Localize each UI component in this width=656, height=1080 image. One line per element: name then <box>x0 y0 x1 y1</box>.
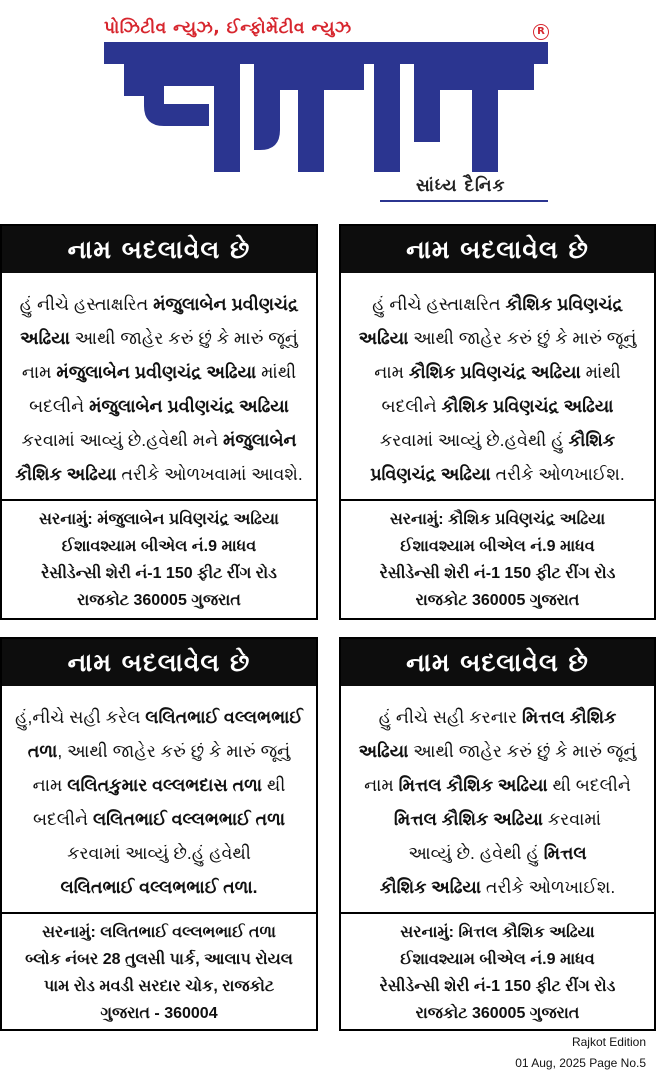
notice-body <box>2 686 316 912</box>
notice-text-segment: માંથી <box>580 362 621 382</box>
notice-text-segment: મિત્તલ કૌશિક અઢિયા <box>398 775 548 795</box>
notice-body-line <box>12 870 306 904</box>
name-change-notice <box>0 637 318 1031</box>
notice-body-line <box>351 457 644 491</box>
notice-body-line <box>351 287 644 321</box>
notice-body-line <box>351 321 644 355</box>
notice-body <box>341 686 654 912</box>
notice-text-segment: કૌશિક પ્રવિણચંદ્ર અઢિયા <box>441 396 614 416</box>
notice-text-segment: પ્રવિણચંદ્ર અઢિયા <box>370 464 491 484</box>
notice-text-segment: મંજુલાબેન પ્રવીણચંદ્ર અઢિયા <box>56 362 257 382</box>
notice-text-segment: કૌશિક અઢિયા <box>15 464 117 484</box>
address-line: રેસીડેન્સી શેરી નં-1 150 ફીટ રીંગ રોડ <box>41 565 277 582</box>
masthead-subtitle: સાંધ્ય દૈનિક <box>416 176 506 196</box>
notice-body-line <box>351 355 644 389</box>
notice-text-segment: આથી જાહેર કરું છું કે મારું જૂનું <box>408 741 637 761</box>
notice-body-line <box>12 321 306 355</box>
notice-text-segment: નામ <box>21 362 57 382</box>
notice-text-segment: કૌશિક <box>568 430 616 450</box>
notice-text-segment: થી બદલીને <box>547 775 631 795</box>
notice-text-segment: તરીકે ઓળખાઈશ. <box>481 877 616 897</box>
notice-text-segment: બદલીને <box>29 396 90 416</box>
address-line: રાજકોટ 360005 ગુજરાત <box>415 1005 580 1022</box>
notice-text-segment: , આથી જાહેર કરું છું કે મારું જૂનું <box>57 741 291 761</box>
address-line: સરનામું: મિત્તલ કૌશિક અઢિયા <box>400 924 595 941</box>
notice-text-segment: મંજુલાબેન પ્રવીણચંદ્ર અઢિયા <box>89 396 289 416</box>
notice-body-line <box>351 802 644 836</box>
notice-text-segment: મિત્તલ કૌશિક <box>521 707 617 727</box>
address-line: રાજકોટ 360005 ગુજરાત <box>415 592 580 609</box>
notice-text-segment: મંજુલાબેન પ્રવીણચંદ્ર <box>153 294 299 314</box>
notice-text-segment: નામ <box>374 362 409 382</box>
notice-text-segment: મિત્તલ કૌશિક અઢિયા <box>393 809 543 829</box>
notice-body <box>2 273 316 499</box>
address-line: સરનામું: કૌશિક પ્રવિણચંદ્ર અઢિયા <box>389 511 606 528</box>
name-change-notice <box>339 637 656 1031</box>
notice-text-segment: તળા <box>27 741 58 761</box>
notice-body-line <box>351 423 644 457</box>
address-line: ઈશાવશ્યામ બીએલ નં.9 માધવ <box>61 538 257 555</box>
notice-text-segment: કરવામાં આવ્યું છે.હવેથી મને <box>21 430 224 450</box>
notice-address <box>341 501 654 614</box>
notice-text-segment: કરવામાં આવ્યું છે.હું હવેથી <box>67 843 251 863</box>
notice-body <box>341 273 654 499</box>
notice-title: નામ બદલાવેલ છે <box>341 639 654 686</box>
notice-address <box>2 501 316 614</box>
notice-text-segment: કૌશિક પ્રવિણચંદ્ર <box>505 294 623 314</box>
notice-text-segment: લલિતકુમાર વલ્લભદાસ તળા <box>67 775 263 795</box>
address-line: રેસીડેન્સી શેરી નં-1 150 ફીટ રીંગ રોડ <box>379 978 616 995</box>
notice-text-segment: અઢિયા <box>358 328 409 348</box>
subtitle-underline <box>380 200 548 202</box>
notice-body-line <box>12 423 306 457</box>
name-change-notice <box>0 224 318 620</box>
address-line: રેસીડેન્સી શેરી નં-1 150 ફીટ રીંગ રોડ <box>379 565 616 582</box>
notice-text-segment: તરીકે ઓળખવામાં આવશે. <box>116 464 303 484</box>
notice-address <box>2 914 316 1027</box>
notice-body-line <box>12 700 306 734</box>
notice-text-segment: કરવામાં આવ્યું છે.હવેથી હું <box>379 430 569 450</box>
notice-text-segment: તરીકે ઓળખાઈશ. <box>490 464 625 484</box>
notice-text-segment: મંજુલાબેન <box>223 430 297 450</box>
notice-text-segment: બદલીને <box>381 396 442 416</box>
notice-body-line <box>351 836 644 870</box>
notice-body-line <box>12 768 306 802</box>
notice-title: નામ બદલાવેલ છે <box>2 226 316 273</box>
address-line: સરનામું: લલિતભાઈ વલ્લભભાઈ તળા <box>42 924 276 941</box>
notice-body-line <box>351 389 644 423</box>
notice-text-segment: કૌશિક અઢિયા <box>379 877 482 897</box>
notice-text-segment: કરવામાં <box>542 809 602 829</box>
address-line: સરનામું: મંજુલાબેન પ્રવિણચંદ્ર અઢિયા <box>39 511 279 528</box>
notice-address <box>341 914 654 1027</box>
notice-text-segment: લલિતભાઈ વલ્લભભાઈ તળા <box>92 809 286 829</box>
notice-body-line <box>12 389 306 423</box>
notice-body-line <box>351 768 644 802</box>
notice-title: નામ બદલાવેલ છે <box>341 226 654 273</box>
notice-text-segment: થી <box>262 775 286 795</box>
notice-body-line <box>12 734 306 768</box>
address-line: બ્લોક નંબર 28 તુલસી પાર્ક, આલાપ રોયલ <box>25 951 293 968</box>
address-line: પામ રોડ મવડી સરદાર ચોક, રાજકોટ <box>43 978 275 995</box>
name-change-notice <box>339 224 656 620</box>
edition-label: Rajkot Edition <box>571 1035 646 1049</box>
address-line: રાજકોટ 360005 ગુજરાત <box>77 592 241 609</box>
registered-mark-icon: R <box>533 24 549 40</box>
notice-body-line <box>351 734 644 768</box>
notice-text-segment: આથી જાહેર કરું છું કે મારું જૂનું <box>408 328 637 348</box>
notice-text-segment: નામ <box>364 775 399 795</box>
notice-text-segment: માંથી <box>256 362 297 382</box>
notice-text-segment: હું,નીચે સહી કરેલ <box>15 707 146 727</box>
address-line: ઈશાવશ્યામ બીએલ નં.9 માધવ <box>400 951 595 968</box>
notice-text-segment: મિત્તલ <box>543 843 587 863</box>
notice-text-segment: લલિતભાઈ વલ્લભભાઈ તળા. <box>60 877 258 897</box>
notice-text-segment: અઢિયા <box>358 741 409 761</box>
notice-text-segment: નામ <box>32 775 68 795</box>
notice-body-line <box>12 802 306 836</box>
masthead-tagline: પોઝિટીવ ન્યુઝ, ઈન્ફોર્મેટીવ ન્યુઝ <box>104 18 352 38</box>
masthead <box>0 0 656 215</box>
newspaper-logo <box>104 42 548 172</box>
notice-text-segment: બદલીને <box>32 809 93 829</box>
notice-body-line <box>12 355 306 389</box>
notice-text-segment: કૌશિક પ્રવિણચંદ્ર અઢિયા <box>408 362 581 382</box>
notice-text-segment: હું નીચે સહી કરનાર <box>378 707 522 727</box>
address-line: ગુજરાત - 360004 <box>100 1005 218 1022</box>
notice-body-line <box>351 700 644 734</box>
date-page-label: 01 Aug, 2025 Page No.5 <box>515 1056 646 1070</box>
notice-body-line <box>351 870 644 904</box>
notice-text-segment: આથી જાહેર કરું છું કે મારું જૂનું <box>69 328 298 348</box>
notice-title: નામ બદલાવેલ છે <box>2 639 316 686</box>
notice-text-segment: લલિતભાઈ વલ્લભભાઈ <box>145 707 303 727</box>
notice-text-segment: અઢિયા <box>20 328 70 348</box>
notice-body-line <box>12 457 306 491</box>
address-line: ઈશાવશ્યામ બીએલ નં.9 માધવ <box>400 538 595 555</box>
notice-body-line <box>12 287 306 321</box>
notice-text-segment: હું નીચે હસ્તાક્ષરિત <box>19 294 154 314</box>
notice-body-line <box>12 836 306 870</box>
notice-text-segment: આવ્યું છે. હવેથી હું <box>408 843 544 863</box>
notice-text-segment: હું નીચે હસ્તાક્ષરિત <box>372 294 506 314</box>
